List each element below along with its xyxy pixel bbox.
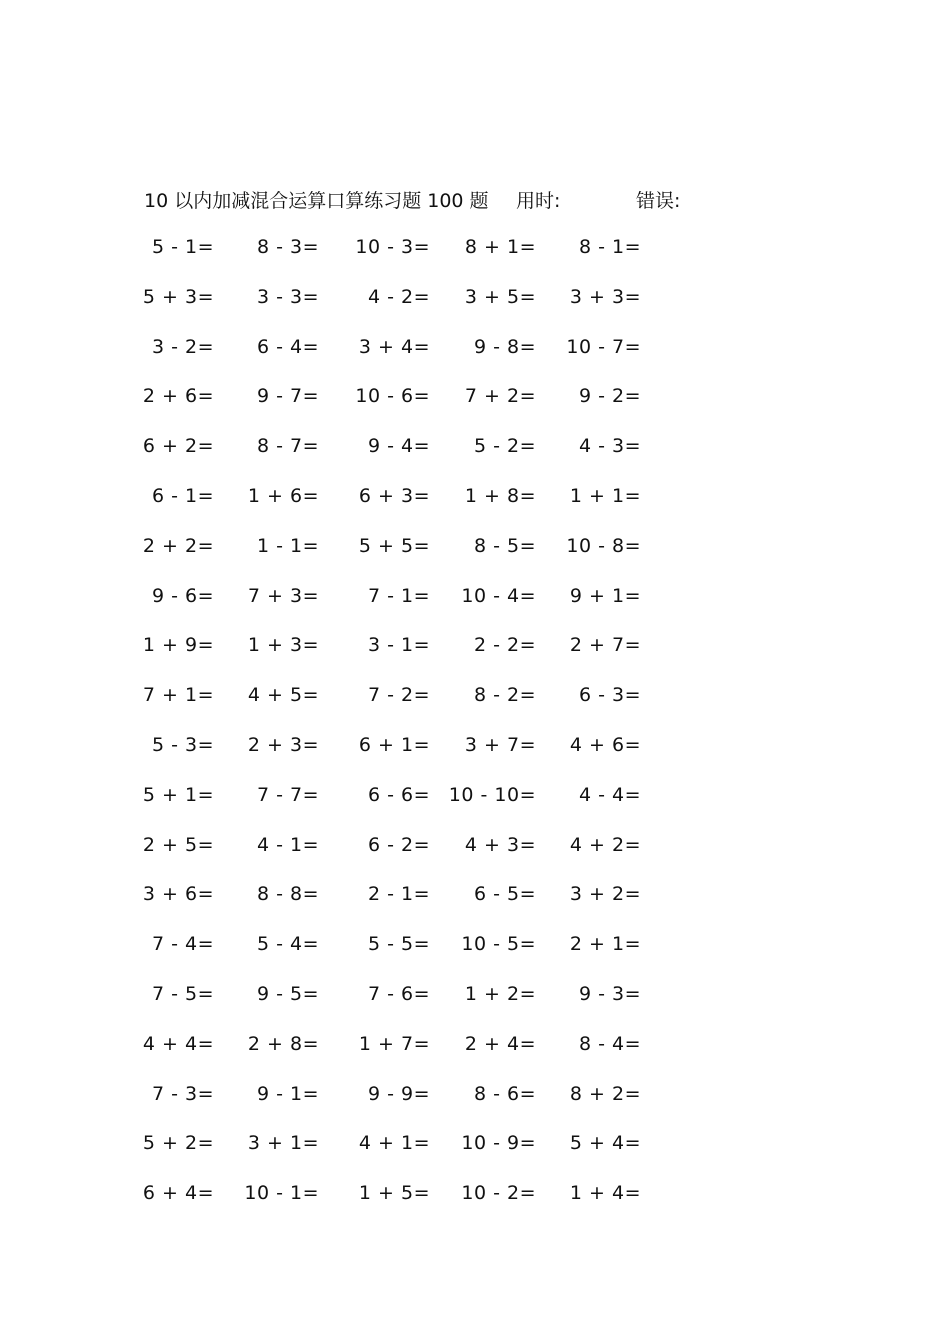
problem-item: 2 - 2= xyxy=(473,634,536,657)
problem-item: 5 - 5= xyxy=(367,933,430,956)
worksheet-title: 10 以内加减混合运算口算练习题 100 题 xyxy=(144,190,489,212)
problem-item: 7 - 3= xyxy=(151,1082,214,1105)
problem-item: 6 + 1= xyxy=(358,734,430,756)
problem-item: 10 - 7= xyxy=(566,335,641,358)
problem-item: 6 - 4= xyxy=(256,335,319,358)
problem-item: 3 + 3= xyxy=(569,285,641,308)
problem-item: 7 - 4= xyxy=(151,933,214,956)
problem-item: 9 - 4= xyxy=(367,435,430,458)
problem-item: 4 - 1= xyxy=(256,833,319,856)
problem-item: 9 - 1= xyxy=(256,1082,319,1105)
problem-item: 7 - 6= xyxy=(367,983,430,1005)
problem-item: 8 - 1= xyxy=(578,236,641,258)
problem-item: 9 - 3= xyxy=(578,983,641,1005)
problem-item: 4 - 3= xyxy=(578,435,641,458)
problem-item: 1 + 4= xyxy=(569,1182,641,1205)
problem-item: 6 + 4= xyxy=(142,1182,214,1205)
problem-item: 8 - 5= xyxy=(473,534,536,557)
problem-item: 9 - 9= xyxy=(367,1082,430,1105)
problem-item: 7 + 2= xyxy=(464,385,536,408)
problem-item: 10 - 6= xyxy=(355,385,430,408)
problem-item: 1 + 1= xyxy=(569,485,641,507)
problem-item: 9 - 6= xyxy=(151,584,214,607)
problem-item: 2 + 5= xyxy=(142,833,214,856)
problem-item: 3 + 5= xyxy=(464,285,536,308)
problem-item: 1 + 2= xyxy=(464,983,536,1005)
problem-row xyxy=(0,485,950,515)
problem-item: 9 - 5= xyxy=(256,983,319,1005)
problem-item: 4 + 3= xyxy=(464,833,536,856)
problem-item: 7 - 7= xyxy=(256,783,319,806)
problem-item: 10 - 10= xyxy=(448,783,536,806)
problem-row xyxy=(0,1033,950,1063)
problem-item: 10 - 4= xyxy=(461,584,536,607)
problem-item: 3 + 2= xyxy=(569,883,641,906)
problem-item: 3 + 6= xyxy=(142,883,214,906)
problem-item: 2 + 3= xyxy=(247,734,319,756)
problem-item: 7 - 2= xyxy=(367,684,430,707)
problem-item: 3 - 2= xyxy=(151,335,214,358)
problem-item: 8 - 6= xyxy=(473,1082,536,1105)
problem-item: 2 + 2= xyxy=(142,534,214,557)
problem-item: 10 - 2= xyxy=(461,1182,536,1205)
problem-item: 6 + 3= xyxy=(358,485,430,507)
problem-item: 1 + 8= xyxy=(464,485,536,507)
problem-item: 5 - 1= xyxy=(151,236,214,258)
problem-item: 8 - 4= xyxy=(578,1032,641,1055)
problem-row xyxy=(0,784,950,814)
error-count-label: 错误: xyxy=(636,190,681,212)
problem-row xyxy=(0,336,950,366)
problem-row xyxy=(0,933,950,963)
problem-item: 8 - 7= xyxy=(256,435,319,458)
problem-item: 1 - 1= xyxy=(256,534,319,557)
problem-item: 4 + 5= xyxy=(247,684,319,707)
problem-row xyxy=(0,1083,950,1113)
problem-item: 5 - 2= xyxy=(473,435,536,458)
problem-item: 10 - 1= xyxy=(244,1182,319,1205)
problem-item: 3 - 3= xyxy=(256,285,319,308)
problem-item: 2 + 4= xyxy=(464,1032,536,1055)
problem-item: 6 - 3= xyxy=(578,684,641,707)
problem-item: 10 - 9= xyxy=(461,1132,536,1155)
problem-row xyxy=(0,385,950,415)
problem-item: 6 + 2= xyxy=(142,435,214,458)
problem-row xyxy=(0,983,950,1013)
problem-item: 8 - 8= xyxy=(256,883,319,906)
problem-item: 6 - 6= xyxy=(367,783,430,806)
problem-item: 4 + 2= xyxy=(569,833,641,856)
problem-item: 9 - 7= xyxy=(256,385,319,408)
problem-item: 4 + 6= xyxy=(569,734,641,756)
problem-item: 7 + 1= xyxy=(142,684,214,707)
problem-row xyxy=(0,734,950,764)
problem-row xyxy=(0,883,950,913)
problem-item: 1 + 9= xyxy=(142,634,214,657)
problem-item: 10 - 3= xyxy=(355,236,430,258)
problem-item: 9 - 8= xyxy=(473,335,536,358)
problem-item: 3 + 7= xyxy=(464,734,536,756)
problem-item: 2 - 1= xyxy=(367,883,430,906)
problem-item: 8 - 2= xyxy=(473,684,536,707)
problem-item: 5 + 4= xyxy=(569,1132,641,1155)
problem-item: 3 + 4= xyxy=(358,335,430,358)
problem-item: 7 + 3= xyxy=(247,584,319,607)
problem-item: 6 - 1= xyxy=(151,485,214,507)
problem-row xyxy=(0,1182,950,1212)
problem-item: 5 + 2= xyxy=(142,1132,214,1155)
problem-item: 9 - 2= xyxy=(578,385,641,408)
problem-item: 1 + 7= xyxy=(358,1032,430,1055)
problem-item: 7 - 5= xyxy=(151,983,214,1005)
problem-item: 7 - 1= xyxy=(367,584,430,607)
problem-item: 1 + 3= xyxy=(247,634,319,657)
problem-item: 5 - 4= xyxy=(256,933,319,956)
problem-item: 10 - 5= xyxy=(461,933,536,956)
problem-item: 5 + 3= xyxy=(142,285,214,308)
problem-row xyxy=(0,1132,950,1162)
problem-row xyxy=(0,585,950,615)
problem-item: 6 - 2= xyxy=(367,833,430,856)
problem-item: 4 + 1= xyxy=(358,1132,430,1155)
problem-item: 1 + 5= xyxy=(358,1182,430,1205)
problem-row xyxy=(0,535,950,565)
problem-row xyxy=(0,236,950,266)
problem-item: 8 - 3= xyxy=(256,236,319,258)
problem-item: 4 - 2= xyxy=(367,285,430,308)
problem-item: 10 - 8= xyxy=(566,534,641,557)
problem-item: 8 + 1= xyxy=(464,236,536,258)
time-used-label: 用时: xyxy=(516,190,561,212)
problem-item: 8 + 2= xyxy=(569,1082,641,1105)
problem-item: 5 + 1= xyxy=(142,783,214,806)
problem-item: 2 + 1= xyxy=(569,933,641,956)
problem-row xyxy=(0,286,950,316)
problem-item: 2 + 6= xyxy=(142,385,214,408)
problem-item: 3 - 1= xyxy=(367,634,430,657)
problem-row xyxy=(0,435,950,465)
problem-item: 2 + 7= xyxy=(569,634,641,657)
problem-row xyxy=(0,634,950,664)
problem-item: 6 - 5= xyxy=(473,883,536,906)
problem-item: 5 + 5= xyxy=(358,534,430,557)
problem-item: 1 + 6= xyxy=(247,485,319,507)
problem-item: 2 + 8= xyxy=(247,1032,319,1055)
problem-item: 3 + 1= xyxy=(247,1132,319,1155)
problem-item: 5 - 3= xyxy=(151,734,214,756)
problem-item: 9 + 1= xyxy=(569,584,641,607)
problem-item: 4 + 4= xyxy=(142,1032,214,1055)
problem-item: 4 - 4= xyxy=(578,783,641,806)
problem-row xyxy=(0,684,950,714)
problem-row xyxy=(0,834,950,864)
